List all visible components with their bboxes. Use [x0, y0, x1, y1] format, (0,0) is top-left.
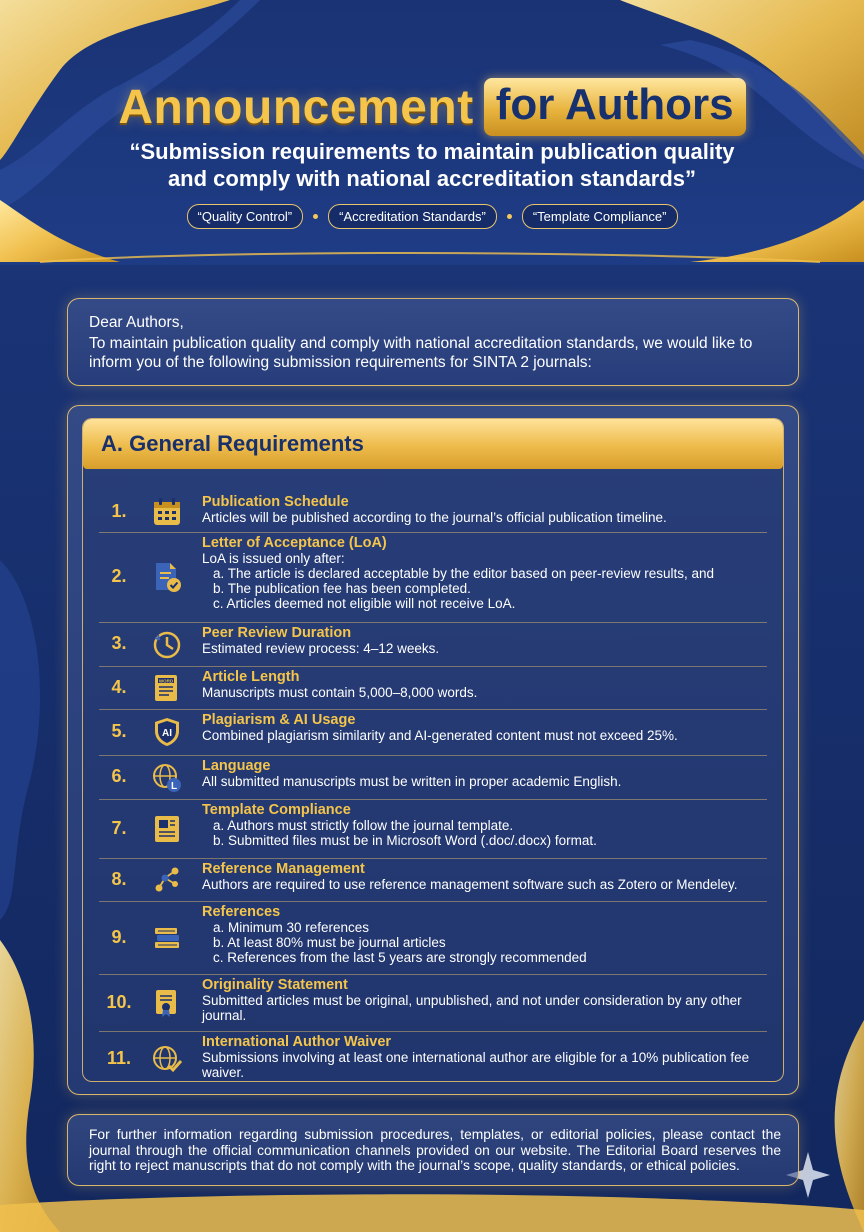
- requirement-text: [202, 802, 772, 848]
- requirement-title: References: [202, 904, 281, 920]
- requirements-panel: [82, 418, 784, 1082]
- requirement-description: Estimated review process: 4–12 weeks.: [202, 641, 440, 656]
- requirement-title: Reference Management: [202, 861, 365, 877]
- requirement-subpoint: b. At least 80% must be journal articles: [213, 935, 446, 950]
- requirement-subpoint: c. Articles deemed not eligible will not receive LoA.: [213, 596, 516, 611]
- tag-accreditation-standards: “Accreditation Standards”: [328, 204, 497, 229]
- clock-icon: [151, 628, 183, 660]
- tag-separator-dot: [313, 214, 318, 219]
- greeting: Dear Authors,: [89, 314, 184, 331]
- requirement-item: [99, 622, 767, 667]
- requirement-number: 9.: [111, 926, 127, 947]
- requirement-title: Plagiarism & AI Usage: [202, 712, 356, 728]
- globe-check-icon: [151, 1043, 183, 1075]
- calendar-icon: [151, 496, 183, 528]
- requirement-description: Submissions involving at least one international author are eligible for a 10% publication fee waiver.: [202, 1050, 750, 1080]
- requirement-title: Publication Schedule: [202, 494, 349, 510]
- requirement-number: 2.: [111, 566, 127, 586]
- requirement-subpoint: a. Authors must strictly follow the journal template.: [213, 818, 514, 833]
- template-icon: [151, 813, 183, 845]
- title-highlight: for Authors: [484, 78, 746, 136]
- requirement-text: [202, 1034, 772, 1080]
- requirement-text: [202, 625, 772, 656]
- requirement-text: [202, 712, 772, 743]
- requirement-subpoint: b. Submitted files must be in Microsoft Word (.doc/.docx) format.: [213, 833, 597, 848]
- requirement-title: Template Compliance: [202, 802, 351, 818]
- requirement-description: All submitted manuscripts must be written in proper academic English.: [202, 774, 622, 789]
- requirement-subpoint: a. Minimum 30 references: [213, 920, 370, 935]
- svg-text:WORD: WORD: [158, 677, 174, 683]
- requirement-number: 4.: [111, 676, 127, 697]
- subtitle: [60, 138, 804, 192]
- requirement-title: Language: [202, 758, 271, 774]
- title-row: [0, 78, 864, 136]
- tag-row: [0, 204, 864, 229]
- tag-separator-dot: [507, 214, 512, 219]
- books-icon: [151, 922, 183, 954]
- requirements-card: [67, 405, 799, 1095]
- requirement-description: Submitted articles must be original, unpublished, and not under consideration by any other journal.: [202, 993, 742, 1023]
- requirement-item: [99, 666, 767, 710]
- footer-card: [67, 1114, 799, 1186]
- requirement-title: International Author Waiver: [202, 1034, 392, 1050]
- requirement-item: [99, 1031, 767, 1087]
- requirement-description: Combined plagiarism similarity and AI-generated content must not exceed 25%.: [202, 728, 678, 743]
- tag-template-compliance: “Template Compliance”: [522, 204, 678, 229]
- requirement-text: [202, 494, 772, 525]
- requirement-item: [99, 974, 767, 1032]
- requirement-number: 5.: [111, 721, 127, 741]
- requirement-item: [99, 799, 767, 859]
- requirement-number: 3.: [111, 633, 127, 653]
- requirements-heading: A. General Requirements: [101, 431, 364, 456]
- requirement-text: [202, 758, 772, 789]
- header: [0, 0, 864, 265]
- requirement-number: 1.: [111, 500, 127, 521]
- requirement-item: [99, 755, 767, 800]
- requirement-description: LoA is issued only after:: [202, 551, 345, 566]
- requirement-text: [202, 669, 772, 700]
- globe-language-icon: [151, 761, 183, 793]
- requirement-title: Letter of Acceptance (LoA): [202, 535, 387, 551]
- requirement-item: [99, 709, 767, 756]
- requirement-number: 11.: [106, 1048, 132, 1068]
- certificate-icon: [151, 987, 183, 1019]
- requirement-text: [202, 535, 772, 611]
- requirement-subpoint: c. References from the last 5 years are strongly recommended: [213, 950, 587, 965]
- requirement-item: [99, 858, 767, 902]
- requirement-subpoint: a. The article is declared acceptable by the editor based on peer-review results, and: [213, 566, 715, 581]
- requirement-description: Articles will be published according to the journal’s official publication timeline.: [202, 510, 667, 525]
- requirement-description: Manuscripts must contain 5,000–8,000 words.: [202, 685, 478, 700]
- word-count-icon: [151, 672, 183, 704]
- requirement-number: 7.: [111, 817, 127, 838]
- subtitle-line1: “Submission requirements to maintain publication quality: [129, 139, 735, 164]
- requirement-text: [202, 977, 772, 1023]
- requirement-subpoint: b. The publication fee has been completed.: [213, 581, 471, 596]
- footer-text: For further information regarding submission procedures, templates, or editorial policies, please contact the journal through the official communication channels provided on our website. The Editorial Board reserves the right to reject manuscripts that do not comply with the journal’s scope, quality standards, or ethical policies.: [89, 1127, 781, 1173]
- ai-shield-icon: [151, 716, 183, 748]
- requirement-title: Peer Review Duration: [202, 625, 352, 641]
- requirement-title: Originality Statement: [202, 977, 348, 993]
- tag-quality-control: “Quality Control”: [187, 204, 304, 229]
- requirements-heading-bar: [83, 419, 783, 469]
- requirement-item: [99, 532, 767, 623]
- network-icon: [151, 864, 183, 896]
- requirement-number: 6.: [111, 766, 127, 786]
- subtitle-line2: and comply with national accreditation standards”: [167, 166, 697, 191]
- svg-text:L: L: [170, 781, 178, 792]
- document-check-icon: [151, 561, 183, 593]
- requirement-number: 8.: [111, 868, 127, 889]
- requirement-item: [99, 901, 767, 975]
- requirement-description: Authors are required to use reference management software such as Zotero or Mendeley.: [202, 877, 738, 892]
- requirement-text: [202, 904, 772, 965]
- intro-card: [67, 298, 799, 386]
- svg-text:AI: AI: [162, 728, 172, 739]
- requirement-text: [202, 861, 772, 892]
- requirement-number: 10.: [106, 991, 132, 1012]
- intro-body: To maintain publication quality and comply with national accreditation standards, we would like to inform you of the following submission requirements for SINTA 2 journals:: [89, 335, 753, 371]
- requirement-item: [99, 491, 767, 533]
- title-main: Announcement: [118, 80, 474, 134]
- requirement-title: Article Length: [202, 669, 300, 685]
